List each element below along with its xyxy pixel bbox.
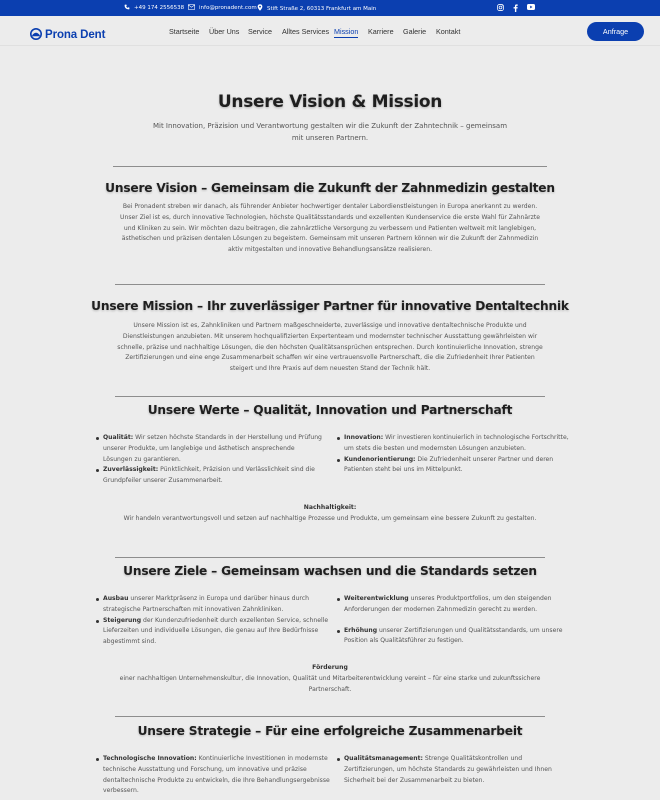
list-item	[96, 754, 334, 797]
list-item	[96, 594, 332, 616]
goal-term: Weiterentwicklung	[344, 595, 409, 602]
goal-term: Erhöhung	[344, 626, 378, 634]
vision-text: Bei Pronadent streben wir danach, als führender Anbieter hochwertiger dentaler Labordienstleistungen in Europa anerkannt zu werden. Unser Ziel ist es, durch innovative Technologien, höchste Qualitätsstandards und exzellenten Kundenservice die erste Wahl für Zahnärzte und Kliniken zu sein. Wir möchten dazu beitragen, die zahnärztliche Versorgung zu verbessern und Patienten weltweit mit langlebigen, ästhetischen und präzisen dentalen Lösungen zu begeistern. Gemeinsam mit unseren Partnern können wir die Zukunft der Zahnmedizin aktiv mitgestalten und innovative Behandlungsansätze realisieren.	[120, 203, 540, 254]
list-item	[337, 754, 573, 786]
divider	[115, 396, 545, 397]
email-address: info@pronadent.com	[199, 5, 257, 11]
phone-number: +49 174 2556538	[134, 5, 185, 11]
list-item	[337, 626, 577, 648]
goal-term: Förderung	[312, 664, 348, 671]
werte-list-left	[96, 433, 322, 487]
strategy-term: Qualitätsmanagement:	[344, 755, 423, 762]
strategie-heading: Unsere Strategie – Für eine erfolgreiche Zusammenarbeit	[137, 724, 523, 738]
goal-text: einer nachhaltigen Unternehmenskultur, die Innovation, Qualität und Mitarbeiterentwicklung vereint – für eine starke und zukunftssichere Partnerschaft.	[119, 674, 541, 693]
instagram-icon[interactable]	[497, 4, 504, 13]
goal-text: unserer Zertifizierungen und Qualitätsstandards, um unsere Position als Qualitätsführer zu festigen.	[344, 626, 563, 645]
strategy-text: Kontinuierliche Investitionen in modernste technische Ausstattung und Forschung, um innovative und präzise dentaltechnische Produkte zu entwickeln, die Ihre Behandlungsergebnisse verbessern.	[103, 755, 330, 795]
goal-term: Ausbau	[103, 595, 129, 602]
goal-text: unserer Marktpräsenz in Europa und darüber hinaus durch strategische Partnerschaften mit innovativen Zahnkliniken.	[103, 595, 309, 613]
phone-icon	[124, 4, 134, 12]
ziele-list-right	[337, 594, 577, 647]
anfrage-button[interactable]: Anfrage	[587, 22, 644, 41]
divider	[115, 557, 545, 558]
ziele-center-item	[112, 663, 548, 695]
nav-kontakt[interactable]: Kontakt	[436, 27, 461, 36]
value-text: Wir handeln verantwortungsvoll und setzen auf nachhaltige Prozesse und Produkte, um gemeinsam eine bessere Zukunft zu gestalten.	[123, 514, 537, 522]
list-item	[337, 455, 571, 477]
value-text: Wir investieren kontinuierlich in technologische Fortschritte, um stets die besten und modernsten Lösungen anzubieten.	[344, 434, 569, 452]
location-pin-icon	[257, 4, 267, 13]
value-text: Pünktlichkeit, Präzision und Verlässlichkeit sind die Grundpfeiler unserer Zusammenarbeit.	[103, 466, 315, 485]
email-contact[interactable]	[188, 4, 257, 12]
nav-service[interactable]: Service	[248, 27, 272, 36]
strategy-text: Strenge Qualitätskontrollen und Zertifizierungen, um höchste Standards zu gewährleisten und Ihnen Sicherheit bei der Zusammenarbeit zu bieten.	[344, 755, 552, 784]
divider	[115, 284, 545, 285]
value-text: Die Zufriedenheit unserer Partner und deren Patienten steht bei uns im Mittelpunkt.	[344, 455, 554, 474]
divider	[113, 166, 547, 167]
value-term: Nachhaltigkeit:	[303, 504, 357, 511]
youtube-icon[interactable]	[527, 4, 535, 12]
value-text: Wir setzen höchste Standards in der Herstellung und Prüfung unserer Produkte, um langlebige und ästhetisch ansprechende Lösungen zu garantieren.	[103, 434, 322, 463]
mail-icon	[188, 4, 199, 12]
logo-text: Prona Dent	[45, 28, 106, 41]
goal-text: unseres Produktportfolios, um den steigenden Anforderungen der modernen Zahnmedizin gerecht zu werden.	[344, 595, 552, 613]
strategie-list-left	[96, 754, 334, 797]
facebook-icon[interactable]	[513, 4, 518, 14]
tooth-logo-icon	[30, 25, 42, 44]
list-item	[96, 465, 322, 487]
logo[interactable]	[30, 25, 105, 44]
list-item	[96, 616, 332, 648]
mission-text: Unsere Mission ist es, Zahnkliniken und Partnern maßgeschneiderte, zuverlässige und innovative dentaltechnische Produkte und Dienstleistungen anzubieten. Mit unserem hochqualifizierten Expertenteam und modernster technischer Ausstattung gewährleisten wir schnelle, präzise und nachhaltige Lösungen, die den höchsten Qualitätsansprüchen entsprechen. Durch kontinuierliche Innovation, strenge Zertifizierungen und eine enge Zusammenarbeit schaffen wir eine vertrauensvolle Partnerschaft, die die Zufriedenheit Ihrer Patienten steigert und Ihre Praxis auf dem neuesten Stand der Technik hält.	[117, 322, 543, 373]
phone-contact[interactable]	[124, 4, 184, 12]
werte-heading: Unsere Werte – Qualität, Innovation und Partnerschaft	[147, 403, 513, 417]
list-item	[337, 433, 571, 455]
vision-heading: Unsere Vision – Gemeinsam die Zukunft der Zahnmedizin gestalten	[105, 181, 555, 195]
value-term: Innovation:	[344, 434, 384, 441]
nav-karriere[interactable]: Karriere	[368, 27, 394, 36]
goal-text: der Kundenzufriedenheit durch exzellenten Service, schnelle Lieferzeiten und individuelle Lösungen, die genau auf Ihre Bedürfnisse abgestimmt sind.	[103, 616, 329, 646]
ziele-list-left	[96, 594, 332, 648]
mission-heading: Unsere Mission – Ihr zuverlässiger Partner für innovative Dentaltechnik	[91, 299, 569, 313]
value-term: Qualität:	[103, 434, 134, 441]
address-text: Stift Straße 2, 60313 Frankfurt am Main	[267, 5, 377, 12]
nav-mission[interactable]: Mission	[334, 27, 359, 36]
list-item	[96, 433, 322, 465]
nav-ueber-uns[interactable]: Über Uns	[209, 27, 240, 36]
list-item	[337, 594, 577, 616]
strategy-term: Technologische Innovation:	[103, 755, 197, 762]
goal-term: Steigerung	[103, 616, 142, 624]
value-term: Zuverlässigkeit:	[103, 466, 159, 474]
ziele-heading: Unsere Ziele – Gemeinsam wachsen und die Standards setzen	[123, 564, 537, 578]
divider	[115, 716, 545, 717]
page-title: Unsere Vision & Mission	[217, 92, 443, 112]
nav-startseite[interactable]: Startseite	[169, 27, 200, 36]
nav-alltes-services[interactable]: Alltes Services	[282, 27, 330, 36]
werte-center-item	[112, 503, 548, 525]
werte-list-right	[337, 433, 571, 476]
nav-galerie[interactable]: Galerie	[403, 27, 427, 36]
page-subtitle: Mit Innovation, Präzision und Verantwortung gestalten wir die Zukunft der Zahntechnik – gemeinsam mit unseren Partnern.	[152, 122, 508, 142]
value-term: Kundenorientierung:	[344, 455, 416, 463]
top-contact-bar	[0, 0, 660, 16]
address-contact	[257, 4, 376, 13]
strategie-list-right	[337, 754, 573, 786]
site-header	[0, 16, 660, 46]
